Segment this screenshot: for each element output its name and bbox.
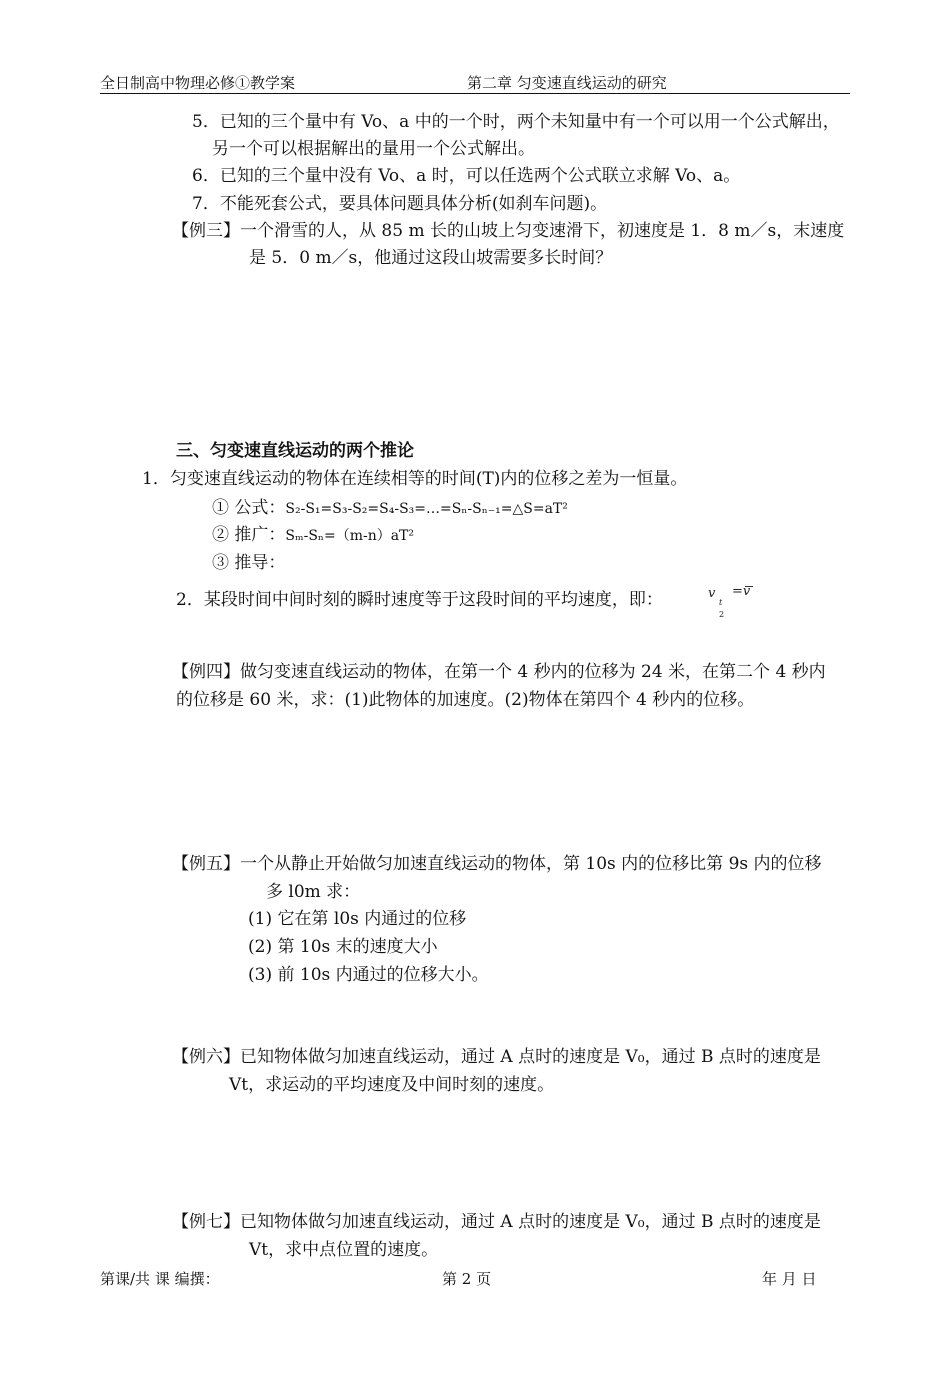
example-5-line-1: 【例五】一个从静止开始做匀加速直线运动的物体，第 10s 内的位移比第 9s 内的位移 [172,854,822,874]
point-1-formula-row [212,494,568,523]
header-left: 全日制高中物理必修①教学案 [100,74,296,92]
example-5-line-2: 多 l0m 求： [266,882,361,902]
formula-bar [745,586,753,587]
point-1-formula: S₂-S₁=S₃-S₂=S₄-S₃=…=Sₙ-Sₙ₋₁=△S=aT² [285,501,568,517]
item-5-line-2: 另一个可以根据解出的量用一个公式解出。 [212,139,535,159]
footer-left: 第课/共 课 编撰： [100,1270,220,1288]
example-5-question-3: (3) 前 10s 内通过的位移大小。 [248,965,489,985]
footer-date: 年 月 日 [762,1270,817,1288]
point-2-formula [708,586,768,626]
point-2: 2．某段时间中间时刻的瞬时速度等于这段时间的平均速度，即： [176,590,663,610]
point-1-ext: Sₘ-Sₙ=（m-n）aT² [285,528,415,544]
point-1: 1．匀变速直线运动的物体在连续相等的时间(T)内的位移之差为一恒量。 [142,469,688,489]
example-5-question-2: (2) 第 10s 末的速度大小 [248,937,438,957]
point-1-ext-row [212,521,414,550]
item-7: 7．不能死套公式，要具体问题具体分析(如刹车问题)。 [192,194,608,214]
formula-v: v [708,586,716,601]
header-right: 第二章 匀变速直线运动的研究 [467,74,667,92]
point-1-derivation: ③ 推导： [212,553,286,573]
example-4-line-1: 【例四】做匀变速直线运动的物体，在第一个 4 秒内的位移为 24 米，在第二个 4 秒内 [172,662,826,682]
example-3-line-1: 【例三】一个滑雪的人，从 85 m 长的山坡上匀变速滑下，初速度是 1．8 m／s，末速度 [172,221,845,241]
footer-page-number: 第 2 页 [442,1270,492,1288]
point-1-ext-label: ② 推广： [212,525,286,545]
section-3-title: 三、匀变速直线运动的两个推论 [176,441,414,461]
example-7-line-2: Vt，求中点位置的速度。 [249,1240,439,1260]
item-6: 6．已知的三个量中没有 Vo、a 时，可以任选两个公式联立求解 Vo、a。 [192,166,741,186]
header-rule [100,93,850,94]
example-7-line-1: 【例七】已知物体做匀加速直线运动，通过 A 点时的速度是 V₀，通过 B 点时的速度是 [172,1212,821,1232]
example-5-question-1: (1) 它在第 l0s 内通过的位移 [248,909,467,929]
formula-sub-2: 2 [719,610,725,619]
formula-sub-t: t [719,598,723,607]
point-1-formula-label: ① 公式： [212,498,286,518]
example-6-line-2: Vt，求运动的平均速度及中间时刻的速度。 [229,1075,555,1095]
example-6-line-1: 【例六】已知物体做匀加速直线运动，通过 A 点时的速度是 V₀，通过 B 点时的速度是 [172,1047,821,1067]
item-5-line-1: 5．已知的三个量中有 Vo、a 中的一个时，两个未知量中有一个可以用一个公式解出， [192,112,840,132]
formula-rhs: =v [732,584,751,599]
example-4-line-2: 的位移是 60 米，求：(1)此物体的加速度。(2)物体在第四个 4 秒内的位移。 [176,690,755,710]
example-3-line-2: 是 5．0 m／s，他通过这段山坡需要多长时间？ [249,248,613,268]
